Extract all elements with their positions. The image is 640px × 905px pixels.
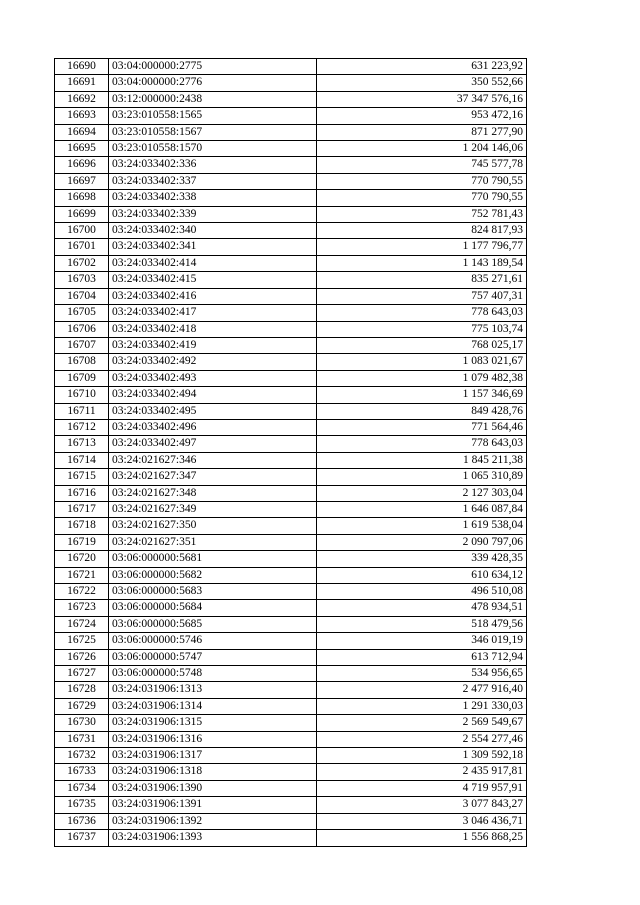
table-row [55, 370, 527, 386]
row-number-cell: 16696 [55, 157, 109, 173]
row-number-cell: 16699 [55, 206, 109, 222]
table-row [55, 633, 527, 649]
cadastral-value-cell: 849 428,76 [317, 403, 527, 419]
cadastral-number-cell: 03:24:033402:417 [109, 305, 317, 321]
cadastral-value-cell: 478 934,51 [317, 600, 527, 616]
cadastral-value-cell: 339 428,35 [317, 551, 527, 567]
row-number-cell: 16693 [55, 108, 109, 124]
cadastral-value-cell: 1 177 796,77 [317, 239, 527, 255]
cadastral-number-cell: 03:24:021627:347 [109, 469, 317, 485]
table-row [55, 534, 527, 550]
cadastral-value-cell: 1 204 146,06 [317, 141, 527, 157]
row-number-cell: 16718 [55, 518, 109, 534]
row-number-cell: 16712 [55, 419, 109, 435]
cadastral-value-cell: 518 479,56 [317, 616, 527, 632]
cadastral-number-cell: 03:06:000000:5685 [109, 616, 317, 632]
row-number-cell: 16701 [55, 239, 109, 255]
cadastral-number-cell: 03:24:033402:416 [109, 288, 317, 304]
cadastral-value-cell: 610 634,12 [317, 567, 527, 583]
table-body [55, 59, 527, 847]
row-number-cell: 16703 [55, 272, 109, 288]
cadastral-value-cell: 37 347 576,16 [317, 91, 527, 107]
table-row [55, 108, 527, 124]
table-row [55, 682, 527, 698]
cadastral-number-cell: 03:24:021627:350 [109, 518, 317, 534]
table-row [55, 452, 527, 468]
row-number-cell: 16737 [55, 830, 109, 846]
cadastral-number-cell: 03:24:033402:419 [109, 337, 317, 353]
cadastral-value-table [54, 58, 527, 847]
cadastral-number-cell: 03:24:033402:415 [109, 272, 317, 288]
cadastral-number-cell: 03:24:031906:1390 [109, 780, 317, 796]
cadastral-number-cell: 03:24:031906:1317 [109, 748, 317, 764]
cadastral-value-cell: 1 143 189,54 [317, 255, 527, 271]
row-number-cell: 16720 [55, 551, 109, 567]
table-row [55, 485, 527, 501]
row-number-cell: 16709 [55, 370, 109, 386]
row-number-cell: 16723 [55, 600, 109, 616]
cadastral-value-cell: 1 619 538,04 [317, 518, 527, 534]
row-number-cell: 16714 [55, 452, 109, 468]
table-row [55, 813, 527, 829]
cadastral-number-cell: 03:24:021627:351 [109, 534, 317, 550]
cadastral-value-cell: 871 277,90 [317, 124, 527, 140]
cadastral-number-cell: 03:24:033402:338 [109, 190, 317, 206]
cadastral-value-cell: 534 956,65 [317, 666, 527, 682]
cadastral-number-cell: 03:06:000000:5746 [109, 633, 317, 649]
row-number-cell: 16705 [55, 305, 109, 321]
cadastral-number-cell: 03:06:000000:5683 [109, 584, 317, 600]
cadastral-value-cell: 771 564,46 [317, 419, 527, 435]
cadastral-value-cell: 1 157 346,69 [317, 387, 527, 403]
cadastral-number-cell: 03:23:010558:1570 [109, 141, 317, 157]
cadastral-number-cell: 03:24:033402:494 [109, 387, 317, 403]
table-row [55, 288, 527, 304]
table-row [55, 75, 527, 91]
row-number-cell: 16735 [55, 797, 109, 813]
cadastral-value-cell: 2 435 917,81 [317, 764, 527, 780]
table-row [55, 59, 527, 75]
table-row [55, 173, 527, 189]
cadastral-number-cell: 03:12:000000:2438 [109, 91, 317, 107]
table-row [55, 337, 527, 353]
cadastral-number-cell: 03:24:033402:341 [109, 239, 317, 255]
table-row [55, 764, 527, 780]
cadastral-number-cell: 03:24:031906:1391 [109, 797, 317, 813]
cadastral-value-cell: 1 309 592,18 [317, 748, 527, 764]
cadastral-number-cell: 03:06:000000:5681 [109, 551, 317, 567]
cadastral-value-cell: 350 552,66 [317, 75, 527, 91]
cadastral-value-cell: 768 025,17 [317, 337, 527, 353]
row-number-cell: 16721 [55, 567, 109, 583]
row-number-cell: 16715 [55, 469, 109, 485]
table-row [55, 748, 527, 764]
cadastral-value-cell: 1 556 868,25 [317, 830, 527, 846]
table-row [55, 649, 527, 665]
cadastral-value-cell: 778 643,03 [317, 305, 527, 321]
cadastral-number-cell: 03:24:021627:349 [109, 501, 317, 517]
cadastral-value-cell: 1 646 087,84 [317, 501, 527, 517]
cadastral-number-cell: 03:24:033402:492 [109, 354, 317, 370]
cadastral-value-cell: 3 077 843,27 [317, 797, 527, 813]
table-row [55, 190, 527, 206]
cadastral-number-cell: 03:24:031906:1314 [109, 698, 317, 714]
row-number-cell: 16733 [55, 764, 109, 780]
cadastral-value-cell: 3 046 436,71 [317, 813, 527, 829]
table-row [55, 419, 527, 435]
row-number-cell: 16710 [55, 387, 109, 403]
cadastral-number-cell: 03:24:031906:1318 [109, 764, 317, 780]
row-number-cell: 16726 [55, 649, 109, 665]
cadastral-number-cell: 03:04:000000:2775 [109, 59, 317, 75]
table-row [55, 206, 527, 222]
cadastral-number-cell: 03:06:000000:5684 [109, 600, 317, 616]
cadastral-number-cell: 03:23:010558:1565 [109, 108, 317, 124]
row-number-cell: 16727 [55, 666, 109, 682]
table-row [55, 436, 527, 452]
cadastral-number-cell: 03:24:033402:493 [109, 370, 317, 386]
row-number-cell: 16716 [55, 485, 109, 501]
cadastral-value-cell: 2 569 549,67 [317, 715, 527, 731]
cadastral-number-cell: 03:06:000000:5747 [109, 649, 317, 665]
cadastral-value-cell: 745 577,78 [317, 157, 527, 173]
table-row [55, 584, 527, 600]
row-number-cell: 16711 [55, 403, 109, 419]
row-number-cell: 16706 [55, 321, 109, 337]
row-number-cell: 16707 [55, 337, 109, 353]
cadastral-number-cell: 03:24:033402:414 [109, 255, 317, 271]
table-row [55, 698, 527, 714]
row-number-cell: 16730 [55, 715, 109, 731]
row-number-cell: 16713 [55, 436, 109, 452]
row-number-cell: 16728 [55, 682, 109, 698]
row-number-cell: 16702 [55, 255, 109, 271]
cadastral-number-cell: 03:24:031906:1392 [109, 813, 317, 829]
cadastral-value-cell: 824 817,93 [317, 223, 527, 239]
cadastral-number-cell: 03:24:033402:337 [109, 173, 317, 189]
table-row [55, 797, 527, 813]
row-number-cell: 16725 [55, 633, 109, 649]
cadastral-value-cell: 4 719 957,91 [317, 780, 527, 796]
table-row [55, 387, 527, 403]
cadastral-value-cell: 1 079 482,38 [317, 370, 527, 386]
table-row [55, 551, 527, 567]
table-row [55, 157, 527, 173]
cadastral-value-cell: 835 271,61 [317, 272, 527, 288]
row-number-cell: 16719 [55, 534, 109, 550]
row-number-cell: 16722 [55, 584, 109, 600]
table-row [55, 272, 527, 288]
table-row [55, 780, 527, 796]
cadastral-value-cell: 770 790,55 [317, 173, 527, 189]
table-row [55, 403, 527, 419]
cadastral-value-cell: 775 103,74 [317, 321, 527, 337]
cadastral-number-cell: 03:24:021627:346 [109, 452, 317, 468]
row-number-cell: 16695 [55, 141, 109, 157]
cadastral-value-cell: 1 845 211,38 [317, 452, 527, 468]
cadastral-number-cell: 03:24:033402:339 [109, 206, 317, 222]
row-number-cell: 16692 [55, 91, 109, 107]
cadastral-value-cell: 1 065 310,89 [317, 469, 527, 485]
cadastral-value-cell: 953 472,16 [317, 108, 527, 124]
row-number-cell: 16717 [55, 501, 109, 517]
table-row [55, 616, 527, 632]
cadastral-value-cell: 757 407,31 [317, 288, 527, 304]
cadastral-number-cell: 03:06:000000:5748 [109, 666, 317, 682]
table-row [55, 354, 527, 370]
cadastral-value-cell: 1 291 330,03 [317, 698, 527, 714]
cadastral-number-cell: 03:24:031906:1316 [109, 731, 317, 747]
row-number-cell: 16704 [55, 288, 109, 304]
row-number-cell: 16732 [55, 748, 109, 764]
cadastral-value-cell: 631 223,92 [317, 59, 527, 75]
cadastral-number-cell: 03:24:033402:418 [109, 321, 317, 337]
cadastral-value-cell: 778 643,03 [317, 436, 527, 452]
cadastral-number-cell: 03:23:010558:1567 [109, 124, 317, 140]
cadastral-value-cell: 613 712,94 [317, 649, 527, 665]
row-number-cell: 16697 [55, 173, 109, 189]
cadastral-number-cell: 03:24:033402:340 [109, 223, 317, 239]
table-row [55, 305, 527, 321]
row-number-cell: 16690 [55, 59, 109, 75]
row-number-cell: 16691 [55, 75, 109, 91]
table-row [55, 141, 527, 157]
cadastral-number-cell: 03:24:033402:495 [109, 403, 317, 419]
table-row [55, 91, 527, 107]
row-number-cell: 16724 [55, 616, 109, 632]
table-row [55, 239, 527, 255]
row-number-cell: 16731 [55, 731, 109, 747]
table-row [55, 501, 527, 517]
cadastral-value-cell: 2 127 303,04 [317, 485, 527, 501]
cadastral-value-cell: 346 019,19 [317, 633, 527, 649]
table-row [55, 830, 527, 846]
row-number-cell: 16708 [55, 354, 109, 370]
cadastral-number-cell: 03:04:000000:2776 [109, 75, 317, 91]
cadastral-value-cell: 496 510,08 [317, 584, 527, 600]
table-row [55, 124, 527, 140]
table-row [55, 255, 527, 271]
table-row [55, 321, 527, 337]
table-row [55, 715, 527, 731]
row-number-cell: 16698 [55, 190, 109, 206]
cadastral-value-cell: 752 781,43 [317, 206, 527, 222]
cadastral-value-cell: 2 090 797,06 [317, 534, 527, 550]
cadastral-value-cell: 2 554 277,46 [317, 731, 527, 747]
table-row [55, 600, 527, 616]
table-row [55, 567, 527, 583]
cadastral-number-cell: 03:24:033402:496 [109, 419, 317, 435]
cadastral-number-cell: 03:24:031906:1315 [109, 715, 317, 731]
table-row [55, 731, 527, 747]
row-number-cell: 16694 [55, 124, 109, 140]
table-row [55, 666, 527, 682]
cadastral-number-cell: 03:24:033402:497 [109, 436, 317, 452]
table-row [55, 518, 527, 534]
cadastral-value-cell: 770 790,55 [317, 190, 527, 206]
cadastral-number-cell: 03:24:031906:1313 [109, 682, 317, 698]
row-number-cell: 16734 [55, 780, 109, 796]
table-row [55, 469, 527, 485]
row-number-cell: 16736 [55, 813, 109, 829]
cadastral-number-cell: 03:24:031906:1393 [109, 830, 317, 846]
cadastral-number-cell: 03:24:021627:348 [109, 485, 317, 501]
cadastral-number-cell: 03:24:033402:336 [109, 157, 317, 173]
row-number-cell: 16729 [55, 698, 109, 714]
table-row [55, 223, 527, 239]
cadastral-number-cell: 03:06:000000:5682 [109, 567, 317, 583]
cadastral-value-cell: 2 477 916,40 [317, 682, 527, 698]
row-number-cell: 16700 [55, 223, 109, 239]
cadastral-value-cell: 1 083 021,67 [317, 354, 527, 370]
